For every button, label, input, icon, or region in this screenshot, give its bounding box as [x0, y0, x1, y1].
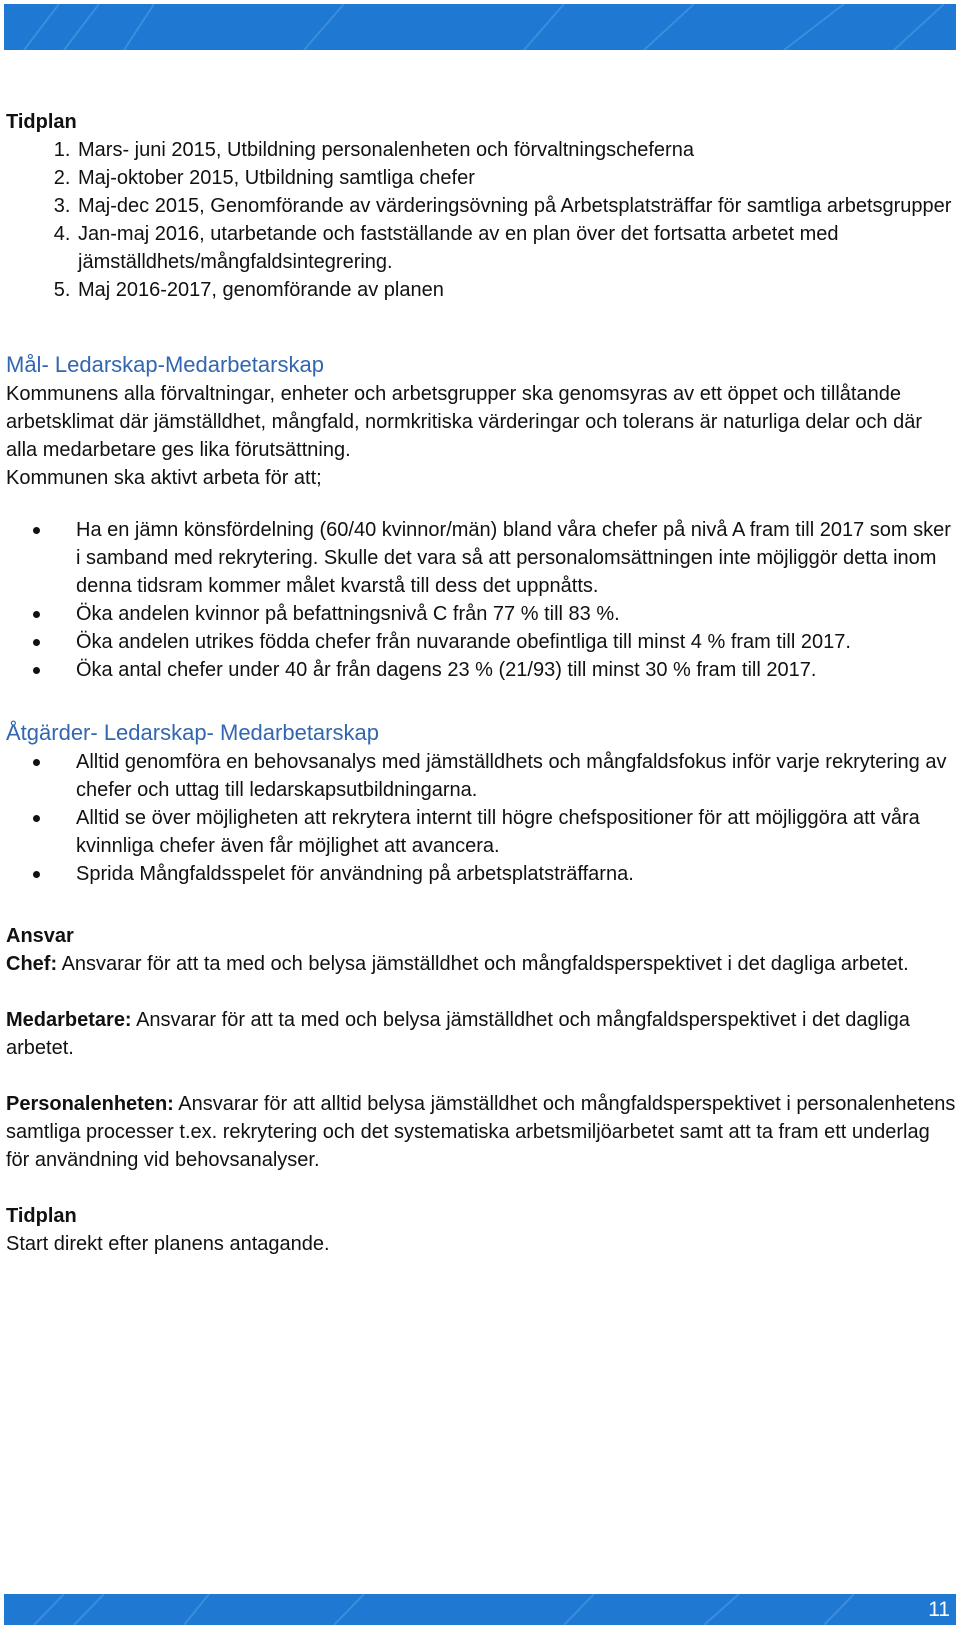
- tidplan-heading: Tidplan: [6, 111, 77, 133]
- footer-band: [4, 1594, 956, 1625]
- goal-bullet-3: Öka andelen utrikes födda chefer från nuvarande obefintliga till minst 4 % fram till 2017.: [76, 628, 956, 656]
- goal-bullet-4: Öka antal chefer under 40 år från dagens 23 % (21/93) till minst 30 % fram till 2017.: [76, 656, 956, 684]
- goal-bullet-list: [6, 516, 956, 684]
- tidplan2-heading: Tidplan: [6, 1205, 77, 1227]
- bullet-icon: [33, 815, 40, 822]
- actions-bullet-list: [6, 748, 956, 888]
- document-body: [6, 108, 956, 1258]
- page-number: 11: [928, 1598, 950, 1621]
- bullet-icon: [33, 667, 40, 674]
- tidplan2-text: Start direkt efter planens antagande.: [6, 1233, 330, 1255]
- tidplan-item-1: 1. Mars- juni 2015, Utbildning personalenheten och förvaltningscheferna: [76, 136, 956, 164]
- header-stripes-decoration: [4, 4, 956, 50]
- responsibility-heading: Ansvar: [6, 925, 74, 947]
- bullet-icon: [33, 611, 40, 618]
- action-bullet-1: Alltid genomföra en behovsanalys med jämställdhets och mångfaldsfokus inför varje rekrytering av chefer och uttag till ledarskapsutbildningarna.: [76, 748, 956, 804]
- bullet-icon: [33, 871, 40, 878]
- responsibility-hr: Personalenheten: Ansvarar för att alltid belysa jämställdhet och mångfaldsperspektivet i personalenhetens samtliga processer t.ex. rekrytering och det systematiska arbetsmiljöarbetet samt att ta fram ett underlag för användning vid behovsanalyser.: [6, 1093, 956, 1171]
- action-bullet-3: Sprida Mångfaldsspelet för användning på arbetsplatsträffarna.: [76, 860, 956, 888]
- responsibility-staff: Medarbetare: Ansvarar för att ta med och belysa jämställdhet och mångfaldsperspektivet i det dagliga arbetet.: [6, 1009, 910, 1059]
- tidplan-item-4: 4. Jan-maj 2016, utarbetande och fastställande av en plan över det fortsatta arbetet med jämställdhets/mångfaldsintegrering.: [76, 220, 956, 276]
- bullet-icon: [33, 639, 40, 646]
- bullet-icon: [33, 527, 40, 534]
- goal-bullet-2: Öka andelen kvinnor på befattningsnivå C från 77 % till 83 %.: [76, 600, 956, 628]
- tidplan-item-3: 3. Maj-dec 2015, Genomförande av värderingsövning på Arbetsplatsträffar för samtliga arbetsgrupper: [76, 192, 956, 220]
- responsibility-chef: Chef: Ansvarar för att ta med och belysa jämställdhet och mångfaldsperspektivet i det dagliga arbetet.: [6, 953, 909, 975]
- tidplan-item-2: 2. Maj-oktober 2015, Utbildning samtliga chefer: [76, 164, 956, 192]
- goal-lead: Kommunen ska aktivt arbeta för att;: [6, 467, 322, 489]
- footer-stripes-decoration: [4, 1594, 956, 1625]
- goal-intro: Kommunens alla förvaltningar, enheter och arbetsgrupper ska genomsyras av ett öppet och tillåtande arbetsklimat där jämställdhet, mångfald, normkritiska värderingar och tolerans är naturliga delar och där alla medarbetare ges lika förutsättning.: [6, 383, 922, 461]
- bullet-icon: [33, 759, 40, 766]
- goal-heading: Mål- Ledarskap-Medarbetarskap: [6, 352, 324, 377]
- action-bullet-2: Alltid se över möjligheten att rekrytera internt till högre chefspositioner för att möjliggöra att våra kvinnliga chefer även får möjlighet att avancera.: [76, 804, 956, 860]
- tidplan-list: [6, 136, 956, 304]
- goal-bullet-1: Ha en jämn könsfördelning (60/40 kvinnor/män) bland våra chefer på nivå A fram till 2017 som sker i samband med rekrytering. Skulle det vara så att personalomsättningen inte möjliggör detta inom denna tidsram kommer målet kvarstå till dess det uppnåtts.: [76, 516, 956, 600]
- header-band: [4, 4, 956, 50]
- actions-heading: Åtgärder- Ledarskap- Medarbetarskap: [6, 720, 379, 745]
- tidplan-item-5: 5. Maj 2016-2017, genomförande av planen: [76, 276, 956, 304]
